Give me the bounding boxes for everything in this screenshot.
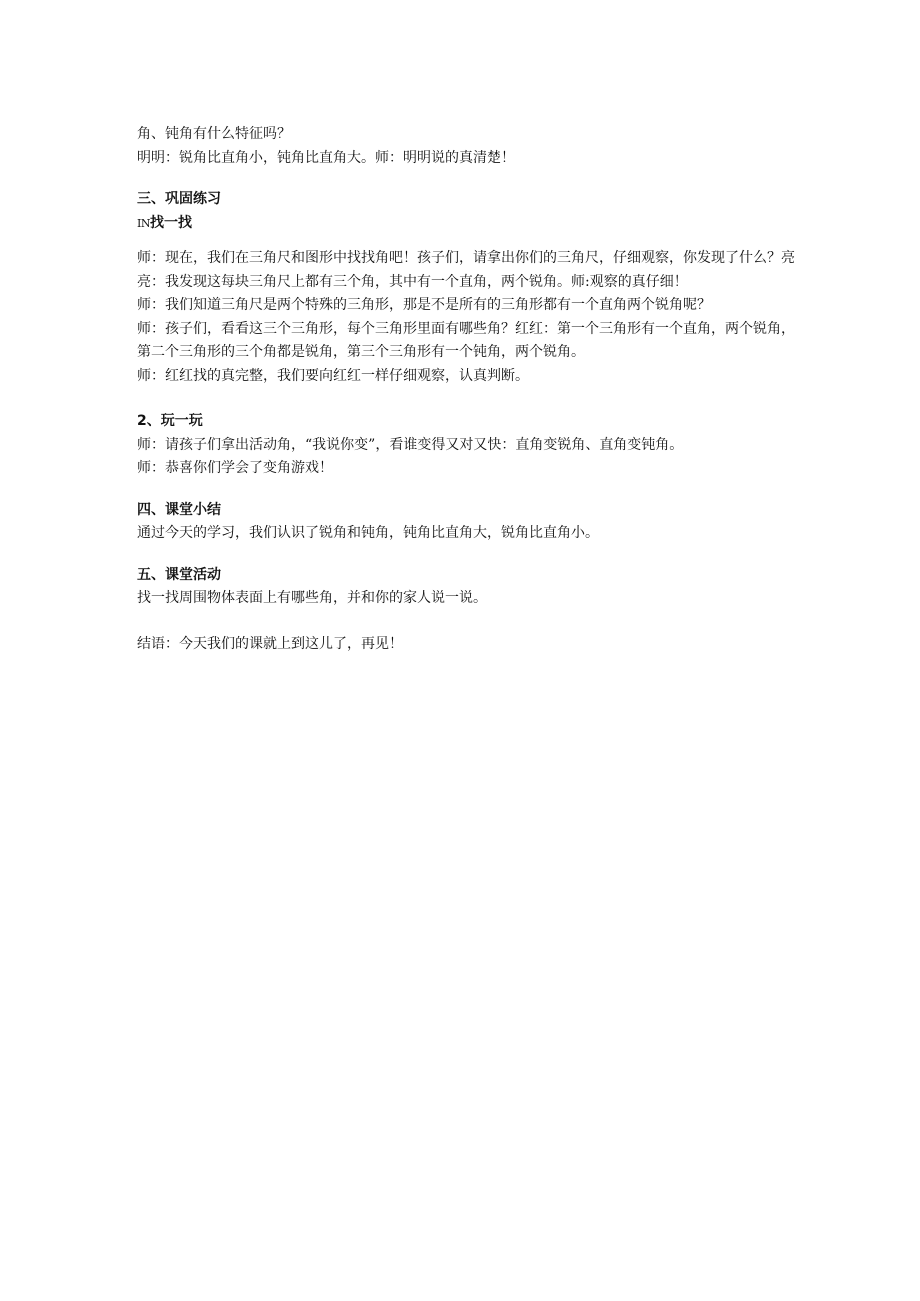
subsection-marker: IN (137, 216, 150, 230)
paragraph-special-triangles: 师：我们知道三角尺是两个特殊的三角形，那是不是所有的三角形都有一个直角两个锐角呢？ (137, 297, 711, 313)
subsection-find-title: 找一找 (149, 214, 192, 231)
paragraph-activity-angle: 师：请孩子们拿出活动角，“我说你变”，看谁变得又对又快：直角变锐角、直角变钝角。 (137, 436, 684, 453)
subsection-find-heading (137, 212, 797, 236)
section-4-summary: 通过今天的学习，我们认识了锐角和钝角，钝角比直角大，锐角比直角小。 (137, 525, 599, 541)
intro-line-1: 角、钝角有什么特征吗？ (137, 126, 291, 142)
paragraph-congratulations: 师：恭喜你们学会了变角游戏！ (137, 460, 333, 476)
subsection-play-heading: 2、玩一玩 (137, 413, 203, 429)
paragraph-observe-triangle-ruler: 师：现在，我们在三角尺和图形中找找角吧！孩子们，请拿出你们的三角尺，仔细观察，你发现了什么？亮亮：我发现这每块三角尺上都有三个角，其中有一个直角，两个锐角。师:观察的真仔细！ (137, 250, 795, 290)
section-5-heading: 五、课堂活动 (137, 566, 221, 583)
section-4-heading: 四、课堂小结 (137, 501, 221, 518)
section-5-activity: 找一找周围物体表面上有哪些角，并和你的家人说一说。 (137, 590, 487, 606)
document-page (137, 123, 797, 656)
paragraph-three-triangles: 师：孩子们，看看这三个三角形，每个三角形里面有哪些角？红红：第一个三角形有一个直角，两个锐角，第二个三角形的三个角都是锐角，第三个三角形有一个钝角，两个锐角。 (137, 320, 795, 360)
paragraph-teacher-praise: 师：红红找的真完整，我们要向红红一样仔细观察，认真判断。 (137, 367, 529, 384)
section-3-heading: 三、巩固练习 (137, 191, 221, 207)
intro-line-2: 明明：锐角比直角小，钝角比直角大。师：明明说的真清楚！ (137, 149, 515, 166)
closing-remark: 结语：今天我们的课就上到这儿了，再见！ (137, 635, 403, 652)
